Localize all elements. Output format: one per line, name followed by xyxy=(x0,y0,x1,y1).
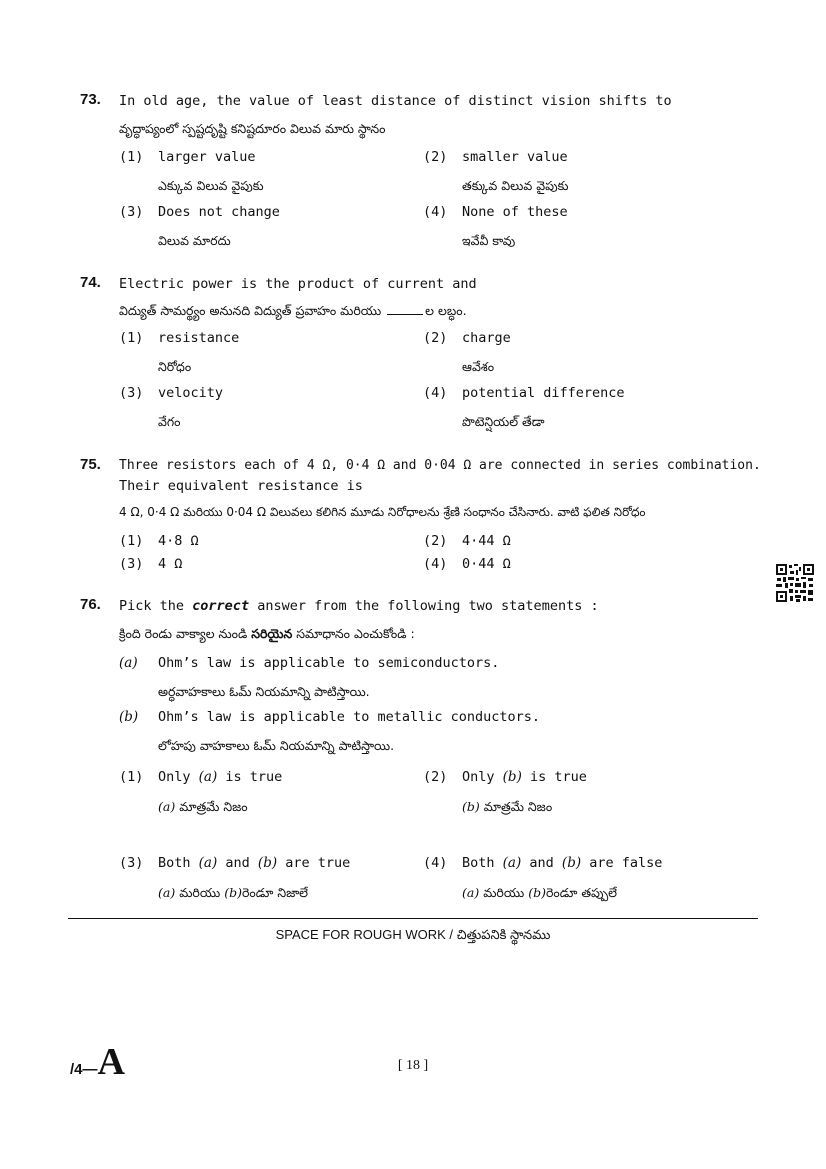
page-number: [ 18 ] xyxy=(397,1058,429,1073)
rough-work-label: SPACE FOR ROUGH WORK / చిత్తుపనికి స్థానము xyxy=(275,927,551,942)
question-text-en-line-2: Their equivalent resistance is xyxy=(119,478,363,494)
emphasis-correct-te: సరియైన xyxy=(251,626,293,641)
paper-code: /4—A xyxy=(70,1041,125,1083)
question-text-en-line-1: Three resistors each of 4 Ω, 0·4 Ω and 0·04 Ω are connected in series combination. xyxy=(119,458,761,473)
question-text-te: వృద్ధాప్యంలో స్పష్టదృష్టి కనిష్టదూరం విలువ మారు స్థానం xyxy=(119,121,386,136)
qr-code-icon xyxy=(775,563,815,603)
emphasis-correct: correct xyxy=(192,598,250,614)
exam-page: 73. In old age, the value of least distance of distinct vision shifts to వృద్ధాప్యంలో స్పష్టదృష్టి కనిష్టదూరం విలువ మారు స్థానం (1) larger value ఎక్కువ విలువ వైపుకు (2) smaller value తక్కువ విలువ వైపుకు (3) Does not change విలువ మారదు (4) None of these ఇవేవీ కావు 74. Electric power is the product of current and విద్యుత్ సామర్థ్యం అనునది విద్యుత్ ప్రవాహం మరియు ల లబ్ధం. (1) resistance నిరోధం (2) charge ఆవేశం (3) velocity వేగం (4) potential difference పొటెన్షియల్ తేడా 75. Three resistors each of 4 Ω, 0·4 Ω and 0·04 Ω are connected in series combination. Their equivalent resistance is 4 Ω, 0·4 Ω మరియు 0·04 Ω విలువలు కలిగిన మూడు నిరోధాలను శ్రేణి సంధానం చేసినారు. వాటి ఫలిత నిరోధం (1) 4·8 Ω (2) 4·44 Ω (3) 4 Ω (4) 0·44 Ω 76. Pick the correct answer from the following two statements : క్రింది రెండు వాక్యాల నుండి సరియైన సమాధానం ఎంచుకోండి : (a) Ohm’s law is applicable to semiconductors. అర్ధవాహకాలు ఓమ్ నియమాన్ని పాటిస్తాయి. (b) Ohm’s law is applicable to metallic conductors. లోహపు వాహకాలు ఓమ్ నియమాన్ని పాటిస్తాయి. (1) Only (a) is true (a) మాత్రమే నిజం (2) Only (b) is true (b) మాత్రమే నిజం (3) Both (a) and (b) are true (a) మరియు (b)రెండూ నిజాలే (4) Both (a) and (b) are false (a) మరియు (b)రెండూ తప్పులే SPACE FOR ROUGH WORK / చిత్తుపనికి స్థానము /4—A [ 18 ] xyxy=(0,0,826,1169)
question-text-te: 4 Ω, 0·4 Ω మరియు 0·04 Ω విలువలు కలిగిన మూడు నిరోధాలను శ్రేణి సంధానం చేసినారు. వాటి ఫలిత నిరోధం xyxy=(119,505,646,519)
paper-set-letter: A xyxy=(97,1041,125,1083)
footer-divider xyxy=(68,918,758,919)
question-number: 76. xyxy=(80,596,101,613)
question-number: 75. xyxy=(80,456,101,473)
answer-blank xyxy=(387,314,423,315)
question-text-en: Pick the correct answer from the following two statements : xyxy=(119,598,599,614)
question-number: 73. xyxy=(80,91,101,108)
question-text-en: In old age, the value of least distance of distinct vision shifts to xyxy=(119,93,672,109)
question-text-te: విద్యుత్ సామర్థ్యం అనునది విద్యుత్ ప్రవాహం మరియు ల లబ్ధం. xyxy=(119,303,467,318)
question-number: 74. xyxy=(80,274,101,291)
question-text-te: క్రింది రెండు వాక్యాల నుండి సరియైన సమాధానం ఎంచుకోండి : xyxy=(119,626,415,641)
question-text-en: Electric power is the product of current and xyxy=(119,276,477,292)
